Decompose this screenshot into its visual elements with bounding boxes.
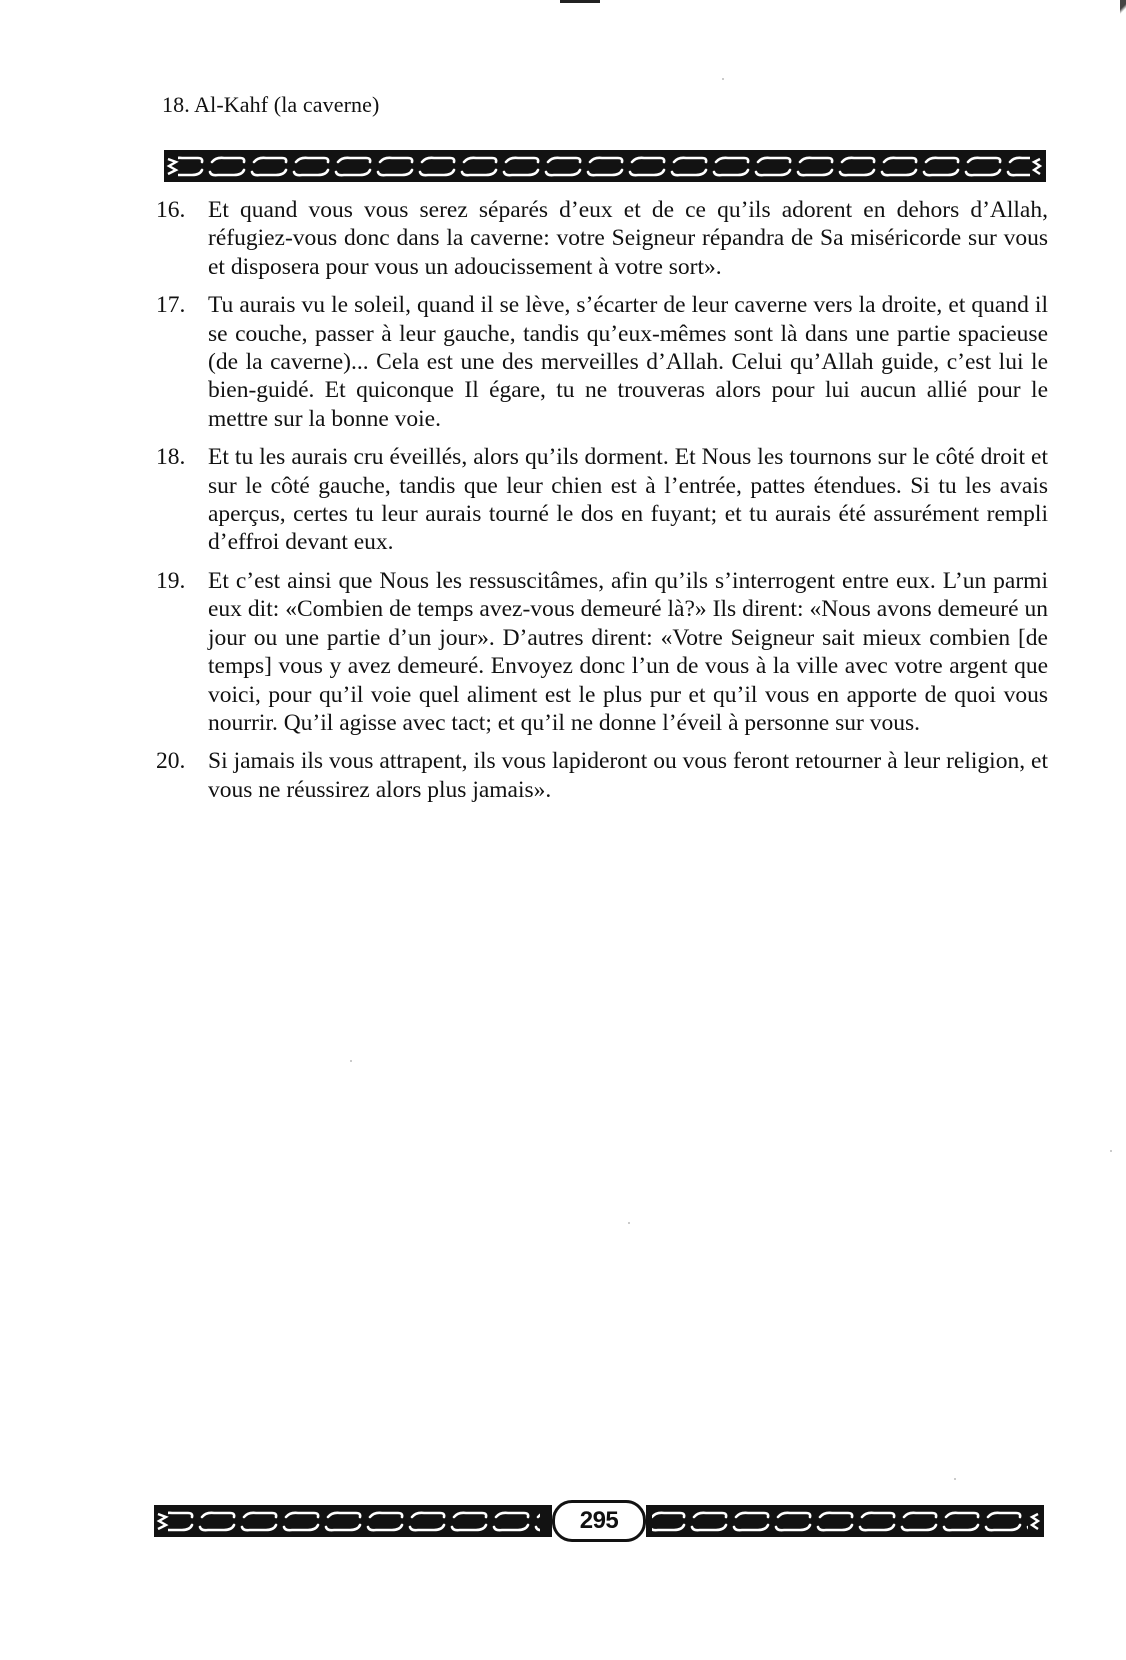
- scan-speck: [954, 1478, 956, 1480]
- chain-ornament-icon: [154, 1505, 552, 1537]
- scan-speck: [722, 78, 724, 80]
- verse-list: [156, 196, 1048, 814]
- verse-18: [156, 443, 1048, 557]
- verse-number: 20.: [156, 748, 186, 775]
- chain-ornament-icon: [164, 150, 1046, 182]
- footer-ornament-right: [646, 1505, 1044, 1537]
- scan-speck: [350, 1060, 352, 1062]
- running-head: 18. Al-Kahf (la caverne): [162, 92, 380, 117]
- verse-17: [156, 291, 1048, 433]
- scan-speck: [1110, 1150, 1112, 1152]
- verse-number: 19.: [156, 567, 186, 594]
- verse-19: [156, 567, 1048, 737]
- verse-text: Et tu les aurais cru éveillés, alors qu’ils dorment. Et Nous les tournons sur le côté droit et sur le côté gauche, tandis que leur chien est à l’entrée, pattes étendues. Si tu les avais aperçus, certes tu leur aurais tourné le dos en fuyant; et tu aurais été assurément rempli d’effroi devant eux.: [208, 444, 1048, 556]
- scan-mark: [560, 0, 600, 3]
- page-footer: [154, 1500, 1044, 1542]
- verse-number: 16.: [156, 197, 186, 223]
- chain-ornament-icon: [646, 1505, 1044, 1537]
- verse-16: [156, 196, 1048, 281]
- verse-text: Et quand vous vous serez séparés d’eux et de ce qu’ils adorent en dehors d’Allah, réfugiez-vous donc dans la caverne: votre Seigneur répandra de Sa miséricorde sur vous et disposera pour vous un adoucissement à votre sort».: [208, 197, 1048, 280]
- verse-number: 18.: [156, 444, 186, 471]
- verse-text: Et c’est ainsi que Nous les ressuscitâmes, afin qu’ils s’interrogent entre eux. L’un parmi eux dit: «Combien de temps avez-vous demeuré là?» Ils dirent: «Nous avons demeuré un jour ou une partie d’un jour». D’autres dirent: «Votre Seigneur sait mieux combien [de temps] vous y avez demeuré. Envoyez donc l’un de vous à la ville avec votre argent que voici, pour qu’il voie quel aliment est le plus pur et qu’il vous en apporte de quoi vous nourrir. Qu’il agisse avec tact; et qu’il ne donne l’éveil à personne sur vous.: [208, 567, 1048, 736]
- scan-corner-mark: [1120, 0, 1126, 18]
- scan-speck: [628, 1222, 630, 1224]
- verse-text: Si jamais ils vous attrapent, ils vous lapideront ou vous feront retourner à leur religion, et vous ne réussirez alors plus jamais».: [208, 748, 1048, 803]
- header-ornament-band: [164, 150, 1046, 182]
- verse-number: 17.: [156, 292, 186, 319]
- page-number: 295: [552, 1500, 646, 1542]
- verse-20: [156, 747, 1048, 804]
- verse-text: Tu aurais vu le soleil, quand il se lève, s’écarter de leur caverne vers la droite, et quand il se couche, passer à leur gauche, tandis qu’eux-mêmes sont là dans une partie spacieuse (de la caverne)... Cela est une des merveilles d’Allah. Celui qu’Allah guide, c’est lui le bien-guidé. Et quiconque Il égare, tu ne trouveras alors pour lui aucun allié pour le mettre sur la bonne voie.: [208, 292, 1048, 432]
- footer-ornament-left: [154, 1505, 552, 1537]
